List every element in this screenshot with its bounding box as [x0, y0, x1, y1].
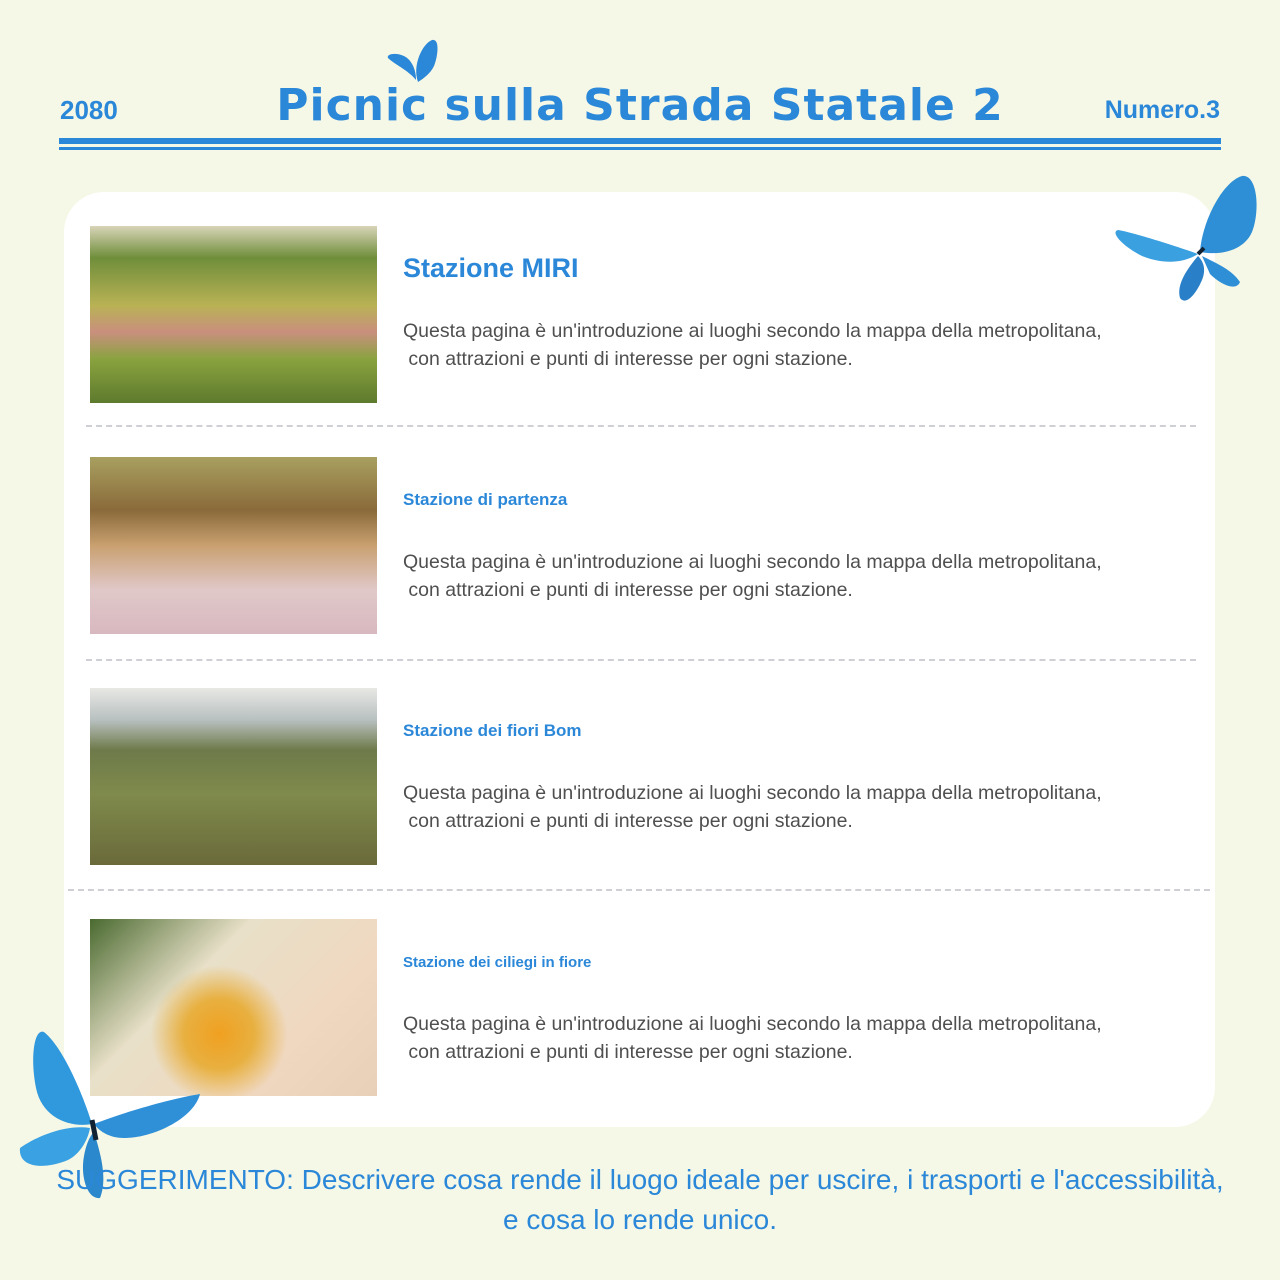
- station-description: Questa pagina è un'introduzione ai luoghi secondo la mappa della metropolitana, con attrazioni e punti di interesse per ogni stazione.: [403, 320, 1102, 370]
- divider: [86, 659, 1196, 661]
- station-title: Stazione dei ciliegi in fiore: [403, 954, 592, 971]
- divider: [68, 889, 1210, 891]
- page-title: Picnic sulla Strada Statale 2: [276, 80, 1004, 131]
- station-description: Questa pagina è un'introduzione ai luoghi secondo la mappa della metropolitana, con attrazioni e punti di interesse per ogni stazione.: [403, 1013, 1102, 1063]
- tip-text: SUGGERIMENTO: Descrivere cosa rende il luogo ideale per uscire, i trasporti e l'accessibilità, e cosa lo rende unico.: [56, 1164, 1224, 1235]
- meadow-table-image: [90, 688, 377, 865]
- issue-number: Numero.3: [1104, 96, 1220, 124]
- station-item: [90, 226, 1190, 403]
- year: 2080: [60, 95, 118, 125]
- butterfly-icon: [384, 36, 440, 84]
- station-item: [90, 688, 1190, 865]
- park-image: [90, 226, 377, 403]
- station-description: Questa pagina è un'introduzione ai luoghi secondo la mappa della metropolitana, con attrazioni e punti di interesse per ogni stazione.: [403, 782, 1102, 832]
- station-title: Stazione di partenza: [403, 490, 568, 509]
- butterfly-icon: [1112, 172, 1262, 308]
- header-rule-thin: [59, 147, 1221, 150]
- picnic-basket-image: [90, 457, 377, 634]
- station-title: Stazione dei fiori Bom: [403, 721, 582, 740]
- station-item: [90, 457, 1190, 634]
- station-item: [90, 919, 1190, 1096]
- station-description: Questa pagina è un'introduzione ai luoghi secondo la mappa della metropolitana, con attrazioni e punti di interesse per ogni stazione.: [403, 551, 1102, 601]
- header-rule: [59, 138, 1221, 144]
- station-title: Stazione MIRI: [403, 253, 579, 283]
- divider: [86, 425, 1196, 427]
